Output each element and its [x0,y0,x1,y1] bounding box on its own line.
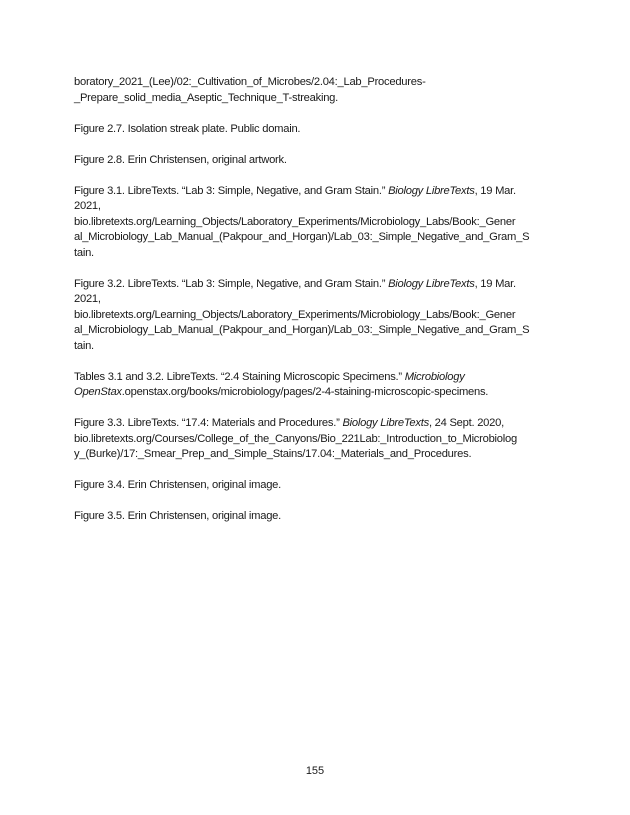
page-number: 155 [305,765,325,777]
references-list [74,75,556,540]
reference-line: Figure 3.4. Erin Christensen, original image. [74,479,282,491]
citation-text: Tables 3.1 and 3.2. LibreTexts. “2.4 Staining Microscopic Specimens.” [74,370,405,383]
reference-figure-3-4 [74,478,556,494]
citation-date: , 19 Mar. [474,277,516,290]
reference-url-line: al_Microbiology_Lab_Manual_(Pakpour_and_Horgan)/Lab_03:_Simple_Negative_and_Gram_S [74,231,530,243]
reference-line: _Prepare_solid_media_Aseptic_Technique_T-streaking. [74,91,338,104]
reference-line [74,277,556,293]
reference-line: 2021, [74,200,101,212]
citation-text: Figure 3.1. LibreTexts. “Lab 3: Simple, Negative, and Gram Stain.” [74,184,389,197]
reference-figure-2-7 [74,122,556,138]
reference-line: Figure 3.5. Erin Christensen, original image. [74,510,282,522]
source-title: Microbiology [404,370,465,383]
reference-url-line: bio.libretexts.org/Learning_Objects/Laboratory_Experiments/Microbiology_Labs/Book:_Gener [74,308,516,321]
reference-url-line: tain. [74,339,94,352]
reference-url-line: tain. [74,246,94,259]
reference-continuation [74,75,556,106]
reference-figure-2-8 [74,153,556,169]
reference-url-line: y_(Burke)/17:_Smear_Prep_and_Simple_Stains/17.04:_Materials_and_Procedures. [74,448,472,460]
reference-line: Figure 2.7. Isolation streak plate. Public domain. [74,122,301,135]
reference-url-line: bio.libretexts.org/Learning_Objects/Laboratory_Experiments/Microbiology_Labs/Book:_Gener [74,215,516,228]
citation-text: Figure 3.3. LibreTexts. “17.4: Materials and Procedures.” [74,417,343,429]
reference-figure-3-5 [74,509,556,525]
source-title: Biology LibreTexts [388,184,475,197]
citation-date: , 19 Mar. [474,184,516,197]
reference-figure-3-1 [74,184,556,262]
citation-date: , 24 Sept. 2020, [428,417,504,429]
reference-figure-3-2 [74,277,556,355]
reference-line [74,416,556,432]
reference-line: 2021, [74,293,101,305]
source-title: OpenStax [74,386,122,398]
reference-line: boratory_2021_(Lee)/02:_Cultivation_of_Microbes/2.04:_Lab_Procedures- [74,76,426,88]
reference-url: .openstax.org/books/microbiology/pages/2-4-staining-microscopic-specimens. [121,386,489,398]
reference-figure-3-3 [74,416,556,463]
reference-line [74,385,556,401]
source-title: Biology LibreTexts [342,417,429,429]
reference-line [74,370,556,386]
reference-tables-3-1-3-2 [74,370,556,401]
reference-url-line: al_Microbiology_Lab_Manual_(Pakpour_and_Horgan)/Lab_03:_Simple_Negative_and_Gram_S [74,324,530,336]
reference-line: Figure 2.8. Erin Christensen, original artwork. [74,153,287,166]
reference-line [74,184,556,200]
citation-text: Figure 3.2. LibreTexts. “Lab 3: Simple, Negative, and Gram Stain.” [74,277,389,290]
source-title: Biology LibreTexts [388,277,475,290]
reference-url-line: bio.libretexts.org/Courses/College_of_the_Canyons/Bio_221Lab:_Introduction_to_Microbiolog [74,432,517,445]
